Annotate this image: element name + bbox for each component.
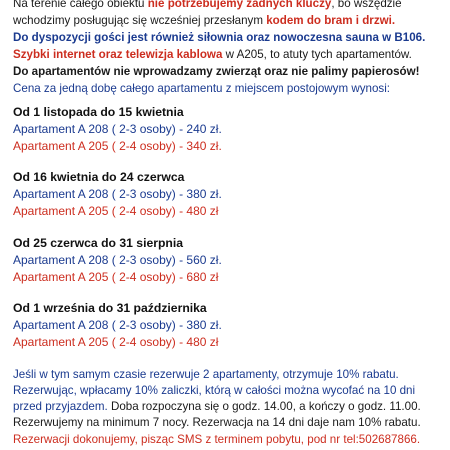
internet-highlight: Szybki internet oraz telewizja kablowa: [13, 48, 223, 61]
checkin-times: Doba rozpoczyna się o godz. 14.00, a kończy o godz. 11.00.: [107, 400, 421, 413]
minimum-stay-line: Rezerwujemy na minimum 7 nocy. Rezerwacja na 14 dni daje nam 10% rabatu.: [13, 416, 421, 429]
season-2-period: Od 16 kwietnia do 24 czerwca: [13, 170, 185, 184]
gym-sauna-line: Do dyspozycji gości jest również siłownia oraz nowoczesna sauna w B106.: [13, 31, 426, 44]
season-1-a208: Apartament A 208 ( 2-3 osoby) - 240 zł.: [13, 122, 222, 136]
discount-line: Jeśli w tym samym czasie rezerwuje 2 apartamenty, otrzymuje 10% rabatu.: [13, 368, 399, 381]
season-4-period: Od 1 września do 31 października: [13, 301, 207, 315]
internet-line: [13, 47, 444, 62]
season-2-a208: Apartament A 208 ( 2-3 osoby) - 380 zł.: [13, 187, 222, 201]
no-pets-line: Do apartamentów nie wprowadzamy zwierząt oraz nie palimy papierosów!: [13, 65, 420, 78]
season-4-a205: Apartament A 205 ( 2-4 osoby) - 480 zł: [13, 335, 219, 349]
intro-line-2: [13, 13, 444, 28]
season-4-a208: Apartament A 208 ( 2-3 osoby) - 380 zł.: [13, 318, 222, 332]
intro-text: wchodzimy posługując się wcześniej przesłanym: [13, 14, 267, 27]
deposit-line-end: przed przyjazdem.: [13, 400, 108, 413]
season-3-period: Od 25 czerwca do 31 sierpnia: [13, 236, 184, 250]
deposit-line: Rezerwując, wpłacamy 10% zaliczki, którą w całości można wycofać na 10 dni: [13, 384, 416, 397]
intro-text: Na terenie całego obiektu: [13, 0, 148, 10]
intro-line-1: [13, 0, 444, 11]
gate-code-highlight: kodem do bram i drzwi.: [266, 14, 396, 27]
price-intro-line: Cena za jedną dobę całego apartamentu z miejscem postojowym wynosi:: [13, 82, 390, 95]
checkin-line: [13, 399, 444, 414]
season-3-a205: Apartament A 205 ( 2-4 osoby) - 680 zł: [13, 270, 219, 284]
season-1-period: Od 1 listopada do 15 kwietnia: [13, 105, 184, 119]
season-3-a208: Apartament A 208 ( 2-3 osoby) - 560 zł.: [13, 253, 222, 267]
sms-reservation-line: Rezerwacji dokonujemy, pisząc SMS z terminem pobytu, pod nr tel:502687866.: [13, 433, 421, 446]
intro-text: w A205, to atuty tych apartamentów.: [222, 48, 412, 61]
season-1-a205: Apartament A 205 ( 2-4 osoby) - 340 zł.: [13, 139, 222, 153]
no-keys-highlight: nie potrzebujemy żadnych kluczy: [147, 0, 332, 10]
season-2-a205: Apartament A 205 ( 2-4 osoby) - 480 zł: [13, 204, 219, 218]
intro-text: , bo wszędzie: [331, 0, 402, 10]
